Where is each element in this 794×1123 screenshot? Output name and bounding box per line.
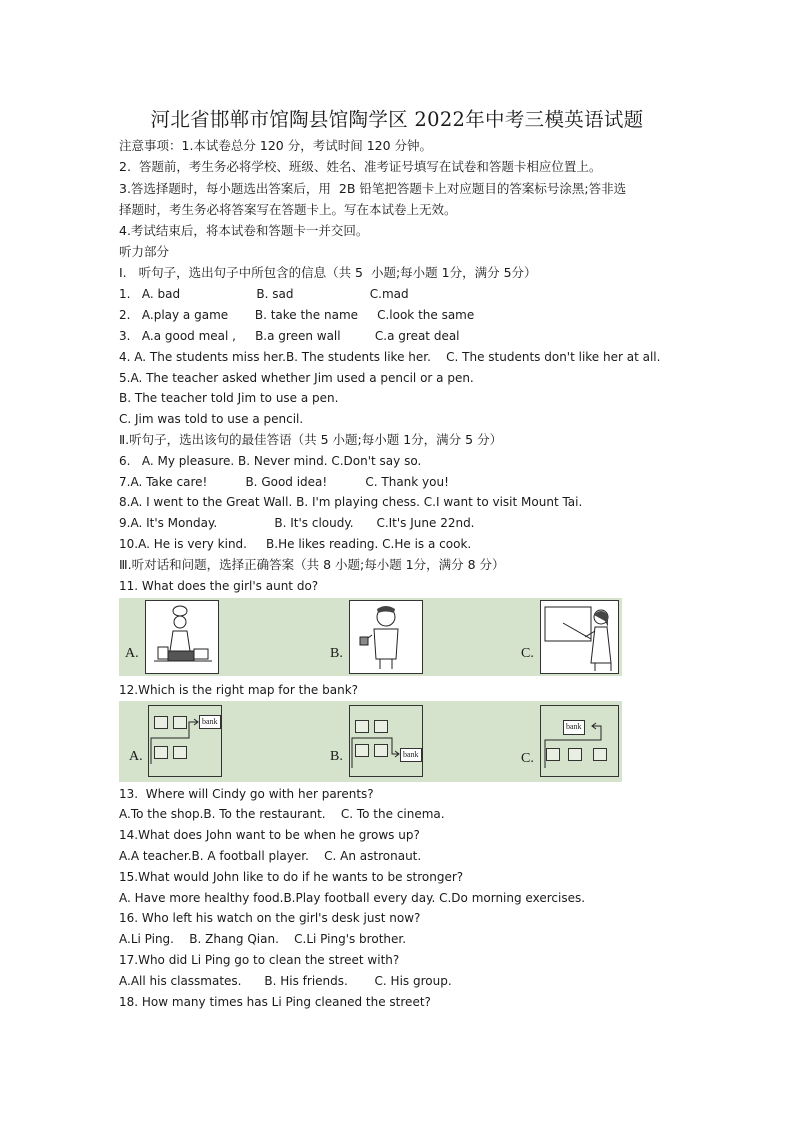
- question-line: 10.A. He is very kind. B.He likes reading. C.He is a cook.: [119, 537, 472, 551]
- question-line: 12.Which is the right map for the bank?: [119, 683, 359, 697]
- question-line: 17.Who did Li Ping go to clean the street with?: [119, 953, 400, 967]
- route-arrow-icon: [149, 706, 221, 776]
- doctor-icon: [350, 601, 422, 673]
- question-line: 14.What does John want to be when he grows up?: [119, 828, 420, 842]
- option-c-label: C.: [521, 751, 534, 766]
- notes-line: 3.答选择题时，每小题选出答案后，用 2B 铅笔把答题卡上对应题目的答案标号涂黑;答非选: [119, 181, 627, 196]
- question-line: 18. How many times has Li Ping cleaned the street?: [119, 995, 431, 1009]
- map-c: [540, 705, 619, 777]
- question-line: 6. A. My pleasure. B. Never mind. C.Don't say so.: [119, 454, 422, 468]
- question-line: 2. A.play a game B. take the name C.look the same: [119, 308, 475, 322]
- bank-building: bank: [400, 748, 422, 762]
- notes-line: 4.考试结束后，将本试卷和答题卡一并交回。: [119, 223, 369, 238]
- map-a: [148, 705, 222, 777]
- option-b-label: B.: [330, 646, 343, 661]
- question-line: 5.A. The teacher asked whether Jim used a pencil or a pen.: [119, 371, 474, 385]
- q12-map-strip: [119, 701, 622, 782]
- bank-building: bank: [199, 715, 221, 729]
- teacher-picture: [540, 600, 619, 674]
- question-line: 11. What does the girl's aunt do?: [119, 579, 319, 593]
- question-line: 9.A. It's Monday. B. It's cloudy. C.It's June 22nd.: [119, 516, 475, 530]
- question-line: A.All his classmates. B. His friends. C. His group.: [119, 974, 452, 988]
- question-line: 8.A. I went to the Great Wall. B. I'm playing chess. C.I want to visit Mount Tai.: [119, 495, 583, 509]
- option-c-label: C.: [521, 646, 534, 661]
- question-line: A. Have more healthy food.B.Play football every day. C.Do morning exercises.: [119, 891, 586, 905]
- question-line: 15.What would John like to do if he wants to be stronger?: [119, 870, 464, 884]
- question-line: B. The teacher told Jim to use a pen.: [119, 391, 339, 405]
- part1-heading: I. 听句子，选出句子中所包含的信息（共 5 小题;每小题 1分，满分 5分）: [119, 265, 537, 280]
- question-line: 7.A. Take care! B. Good idea! C. Thank you!: [119, 475, 449, 489]
- question-line: A.To the shop.B. To the restaurant. C. To the cinema.: [119, 807, 445, 821]
- bank-building: bank: [563, 720, 585, 735]
- option-a-label: A.: [125, 646, 139, 661]
- option-a-label: A.: [129, 749, 143, 764]
- page-title: 河北省邯郸市馆陶县馆陶学区 2022年中考三模英语试题: [150, 108, 644, 131]
- question-line: 16. Who left his watch on the girl's desk just now?: [119, 911, 421, 925]
- route-arrow-icon: [350, 706, 422, 776]
- option-b-label: B.: [330, 749, 343, 764]
- question-line: 1. A. bad B. sad C.mad: [119, 287, 409, 301]
- cook-picture: [145, 600, 219, 674]
- route-arrow-icon: [541, 706, 618, 776]
- notes-line: 注意事项：1.本试卷总分 120 分，考试时间 120 分钟。: [119, 138, 433, 153]
- notes-line: 2. 答题前，考生务必将学校、班级、姓名、准考证号填写在试卷和答题卡相应位置上。: [119, 159, 602, 174]
- question-line: A.A teacher.B. A football player. C. An astronaut.: [119, 849, 422, 863]
- question-line: C. Jim was told to use a pencil.: [119, 412, 304, 426]
- q11-picture-strip: [119, 598, 622, 676]
- doctor-picture: [349, 600, 423, 674]
- part2-heading: Ⅱ.听句子，选出该句的最佳答语（共 5 小题;每小题 1分，满分 5 分）: [119, 432, 503, 447]
- teacher-icon: [541, 601, 618, 673]
- section-heading: 听力部分: [119, 244, 170, 259]
- question-line: 13. Where will Cindy go with her parents?: [119, 787, 374, 801]
- notes-line: 择题时，考生务必将答案写在答题卡上。写在本试卷上无效。: [119, 202, 457, 217]
- part3-heading: Ⅲ.听对话和问题，选择正确答案（共 8 小题;每小题 1分，满分 8 分）: [119, 557, 505, 572]
- map-b: [349, 705, 423, 777]
- question-line: 4. A. The students miss her.B. The students like her. C. The students don't like her at all.: [119, 350, 661, 364]
- cook-icon: [146, 601, 218, 673]
- question-line: 3. A.a good meal , B.a green wall C.a great deal: [119, 329, 460, 343]
- question-line: A.Li Ping. B. Zhang Qian. C.Li Ping's brother.: [119, 932, 407, 946]
